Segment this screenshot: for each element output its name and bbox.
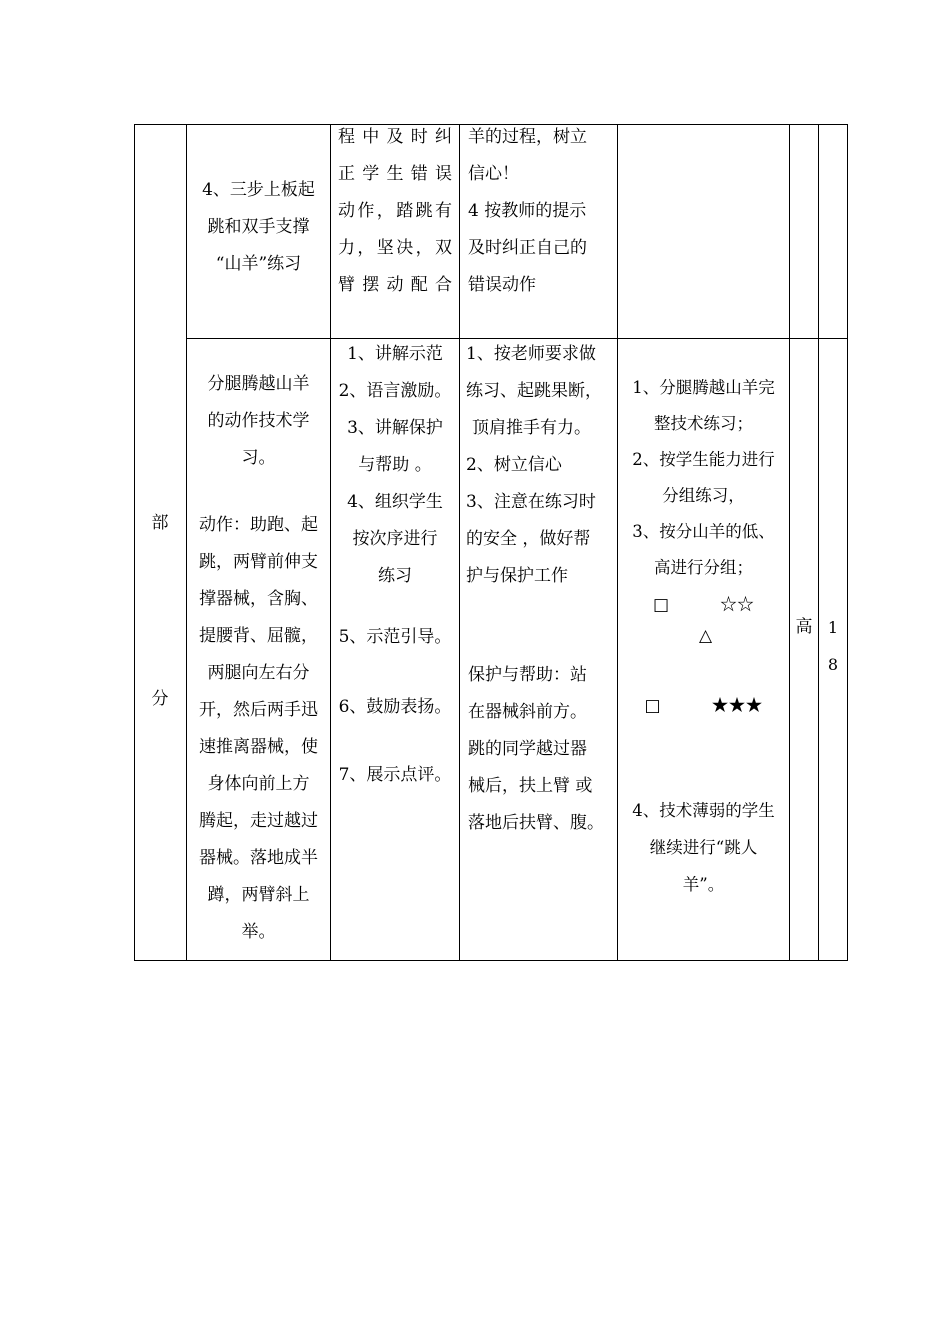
- row2-content-cell-b: [190, 507, 327, 951]
- row2-org-line: 继续进行“跳人: [649, 838, 758, 857]
- row2-org-line: 高进行分组；: [654, 558, 753, 577]
- column-divider: [818, 124, 819, 961]
- row2-teacher-line: 1、讲解示范: [347, 344, 443, 364]
- row1-student-line: 及时纠正自己的: [468, 238, 587, 258]
- row2-content-line: 撑器械，含胸、: [199, 589, 318, 609]
- row2-content-line: 开，然后两手迅: [199, 700, 318, 720]
- row2-teacher-line: 2、语言激励。: [338, 381, 452, 401]
- section-label-line: 分: [151, 689, 169, 709]
- row2-content-line: 器械。落地成半: [199, 848, 318, 868]
- row2-org-line: 1、分腿腾越山羊完: [632, 378, 775, 397]
- row2-student-cell-b: [468, 657, 616, 842]
- row2-org-line: 分组练习，: [662, 486, 745, 505]
- row2-student-line: 练习、起跳果断，: [466, 381, 602, 401]
- column-divider: [459, 124, 460, 961]
- row2-student-line: 2、树立信心: [466, 455, 562, 475]
- row2-organization-cell-b: [620, 792, 787, 903]
- count-digit: 8: [827, 655, 839, 674]
- row2-student-line: 械后，扶上臂 或: [468, 776, 593, 796]
- row2-content-line: 举。: [241, 922, 276, 942]
- count-cell: [819, 609, 847, 683]
- table-bottom-border: [134, 960, 848, 961]
- row2-org-line: 3、按分山羊的低、: [632, 522, 775, 541]
- row2-student-line: 保护与帮助：站: [468, 665, 587, 685]
- row2-content-line: 习。: [241, 448, 276, 468]
- row2-teacher-line: 5、示范引导。: [338, 627, 452, 647]
- row2-teacher-cell-d: [333, 757, 457, 794]
- row2-teacher-line: 与帮助 。: [358, 455, 432, 475]
- formation-symbols: □ ★★★: [644, 696, 763, 716]
- column-divider: [186, 124, 187, 961]
- row1-content-line: “山羊”练习: [215, 254, 302, 274]
- column-divider: [789, 124, 790, 961]
- column-divider: [330, 124, 331, 961]
- row2-teacher-cell-b: [333, 619, 457, 656]
- row2-teacher-cell-c: [333, 689, 457, 726]
- row1-teacher-line: 力，坚决，双: [338, 238, 452, 258]
- formation-symbols-row-3: [620, 688, 787, 725]
- row2-teacher-line: 按次序进行: [352, 529, 438, 549]
- row2-student-line: 落地后扶臂、腹。: [468, 813, 604, 833]
- row2-student-line: 在器械斜前方。: [468, 702, 587, 722]
- row2-teacher-line: 3、讲解保护: [347, 418, 443, 438]
- row2-student-cell-a: [466, 336, 616, 595]
- row2-student-line: 护与保护工作: [466, 566, 568, 586]
- intensity-value: 高: [795, 617, 813, 637]
- row1-teacher-line: 正学生错误: [338, 164, 452, 184]
- row1-teacher-line: 动作，踏跳有: [338, 201, 452, 221]
- row1-student-line: 信心！: [468, 164, 519, 184]
- row2-teacher-line: 7、展示点评。: [338, 765, 452, 785]
- row1-content-line: 4、三步上板起: [202, 180, 315, 200]
- count-digit: 1: [827, 618, 839, 637]
- row2-teacher-line: 6、鼓励表扬。: [338, 697, 452, 717]
- column-divider: [134, 124, 135, 961]
- row2-org-line: 整技术练习；: [654, 414, 753, 433]
- row2-org-line: 2、按学生能力进行: [632, 450, 775, 469]
- row2-content-line: 提腰背、屈髋，: [199, 626, 318, 646]
- row2-content-cell-a: [190, 366, 327, 477]
- intensity-cell: [790, 609, 818, 646]
- column-divider: [617, 124, 618, 961]
- row2-organization-cell-a: [620, 370, 787, 586]
- row1-teacher-line: 程中及时纠: [338, 127, 452, 147]
- section-label-line: 部: [151, 513, 169, 533]
- row2-student-line: 顶肩推手有力。: [472, 418, 591, 438]
- row2-org-line: 4、技术薄弱的学生: [632, 801, 775, 820]
- row2-org-line: 羊”。: [682, 875, 725, 894]
- row2-content-line: 跳，两臂前伸支: [199, 552, 318, 572]
- row1-teacher-line: 臂摆动配合: [338, 275, 452, 295]
- row2-content-line: 动作：助跑、起: [199, 515, 318, 535]
- row2-content-line: 身体向前上方: [207, 774, 310, 794]
- row2-content-line: 两腿向左右分: [207, 663, 310, 683]
- row1-student-line: 错误动作: [468, 275, 536, 295]
- row2-student-line: 1、按老师要求做: [466, 344, 596, 364]
- row2-teacher-line: 练习: [378, 566, 412, 586]
- formation-symbols: △: [698, 626, 713, 646]
- row2-student-line: 跳的同学越过器: [468, 739, 587, 759]
- formation-symbols-row-2: [620, 618, 787, 655]
- row2-content-line: 速推离器械，使: [199, 737, 318, 757]
- row1-content-cell: [190, 172, 327, 283]
- row2-student-line: 3、注意在练习时: [466, 492, 596, 512]
- row2-teacher-line: 4、组织学生: [347, 492, 443, 512]
- row2-content-line: 分腿腾越山羊: [207, 374, 310, 394]
- row2-student-line: 的安全 ，做好帮: [466, 529, 591, 549]
- row1-student-cell: [468, 119, 614, 304]
- row2-content-line: 的动作技术学: [207, 411, 310, 431]
- row1-teacher-cell: [338, 119, 452, 304]
- row1-content-line: 跳和双手支撑: [207, 217, 310, 237]
- row2-content-line: 蹲，两臂斜上: [207, 885, 310, 905]
- row2-teacher-cell-a: [333, 336, 457, 595]
- column-divider: [847, 124, 848, 961]
- row1-student-line: 4 按教师的提示: [468, 201, 587, 221]
- formation-symbols: □ ☆☆: [652, 595, 755, 615]
- row1-student-line: 羊的过程，树立: [468, 127, 587, 147]
- row2-content-line: 腾起，走过越过: [199, 811, 318, 831]
